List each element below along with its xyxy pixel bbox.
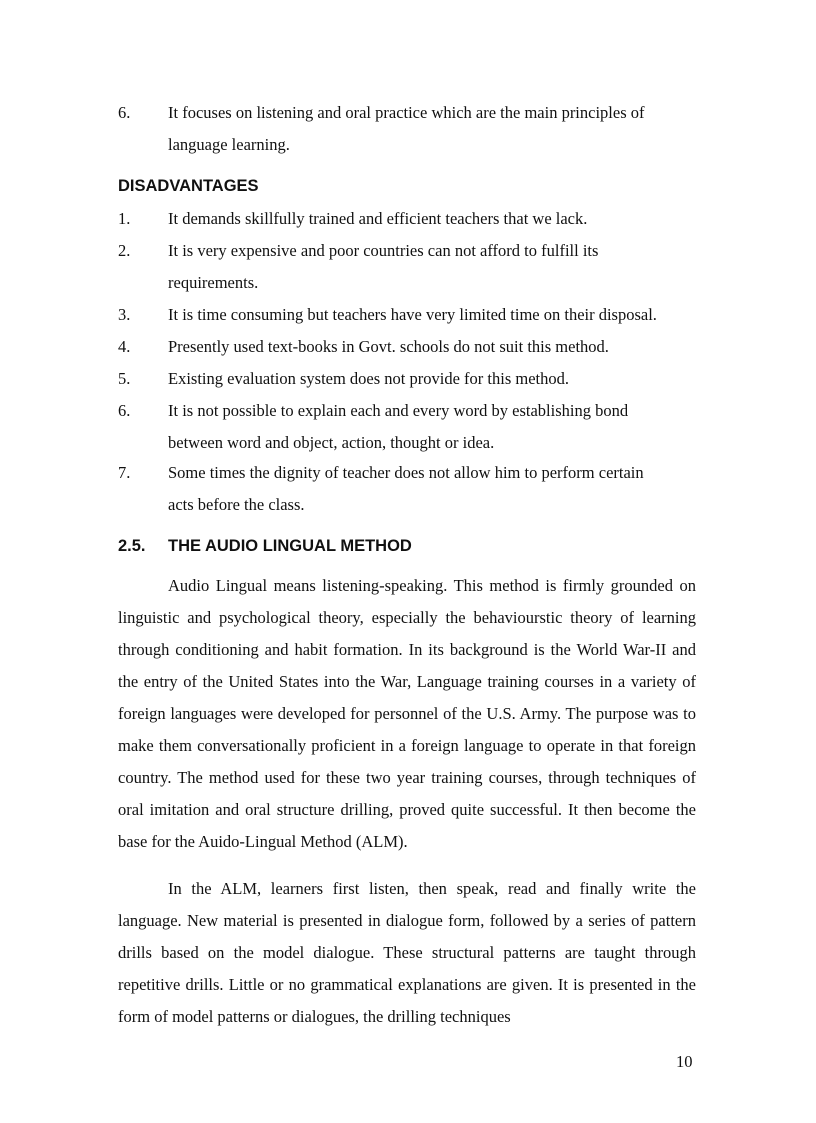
list-number: 6. — [118, 103, 131, 122]
section-number: 2.5. — [118, 537, 146, 555]
list-text-line: Some times the dignity of teacher does not allow him to perform certain — [168, 463, 644, 482]
list-text-line: It is time consuming but teachers have very limited time on their disposal. — [168, 305, 657, 324]
list-number: 3. — [118, 305, 131, 324]
list-text-line: requirements. — [168, 273, 259, 292]
list-number: 1. — [118, 209, 131, 228]
section-heading — [118, 537, 412, 556]
list-number: 4. — [118, 337, 131, 356]
list-text-line: It is very expensive and poor countries can not afford to fulfill its — [168, 241, 599, 260]
body-paragraph-1: Audio Lingual means listening-speaking. This method is firmly grounded on linguistic and psychological theory, especially the behaviourstic theory of learning through conditioning and habit formation. In its background is the World War-II and the entry of the United States into the War, Language training courses in a variety of foreign languages were developed for personnel of the U.S. Army. The purpose was to make them conversationally proficient in a foreign language to operate in that foreign country. The method used for these two year training courses, through techniques of oral imitation and oral structure drilling, proved quite successful. It then become the base for the Auido-Lingual Method (ALM). — [118, 576, 696, 851]
list-text-line: It focuses on listening and oral practice which are the main principles of — [168, 103, 645, 122]
list-text-line: It is not possible to explain each and every word by establishing bond — [168, 401, 629, 420]
list-text-line: between word and object, action, thought or idea. — [168, 433, 495, 452]
list-number: 2. — [118, 241, 131, 260]
list-text-line: acts before the class. — [168, 495, 305, 514]
list-number: 6. — [118, 401, 131, 420]
list-number: 7. — [118, 463, 131, 482]
list-text-line: It demands skillfully trained and efficient teachers that we lack. — [168, 209, 588, 228]
list-text-line: language learning. — [168, 135, 290, 154]
disadvantages-heading: DISADVANTAGES — [118, 177, 259, 195]
list-text-line: Existing evaluation system does not provide for this method. — [168, 369, 569, 388]
section-title: THE AUDIO LINGUAL METHOD — [168, 537, 412, 555]
page-number: 10 — [676, 1052, 693, 1071]
body-paragraph-2: In the ALM, learners first listen, then speak, read and finally write the language. New material is presented in dialogue form, followed by a series of pattern drills based on the model dialogue. These structural patterns are taught through repetitive drills. Little or no grammatical explanations are given. It is presented in the form of model patterns or dialogues, the drilling techniques — [118, 879, 696, 1026]
list-text-line: Presently used text-books in Govt. schools do not suit this method. — [168, 337, 609, 356]
list-number: 5. — [118, 369, 131, 388]
